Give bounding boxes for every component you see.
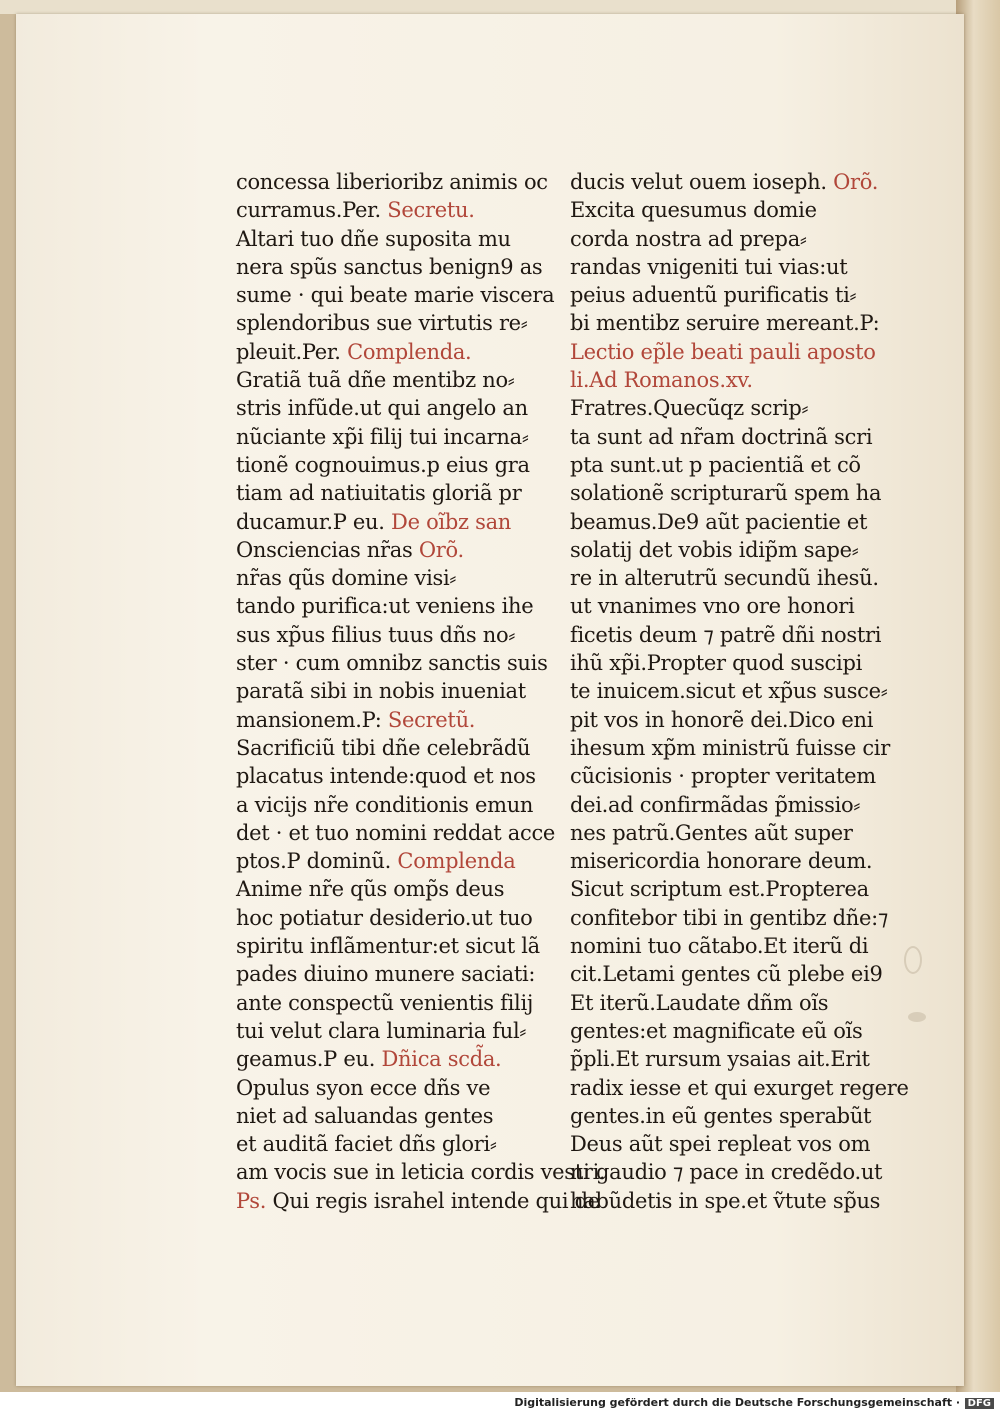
text-line (236, 621, 536, 649)
line-text: re in alterutrũ secundũ ihesũ. (570, 566, 879, 591)
line-text: peius aduentũ purificatis ti⸗ (570, 283, 857, 308)
line-text: a vicijs nr̃e conditionis emun (236, 792, 534, 817)
line-text: nomini tuo cãtabo.Et iterũ di (570, 934, 869, 959)
line-text: ut vnanimes vno ore honori (570, 594, 855, 619)
line-text: Et iterũ.Laudate dñm oĩs (570, 990, 829, 1015)
text-line (570, 536, 870, 564)
line-text: solatij det vobis idip̃m sape⸗ (570, 537, 859, 562)
line-text: mansionem.P: (236, 707, 382, 732)
text-line (570, 1102, 870, 1130)
text-line (570, 508, 870, 536)
text-line (236, 168, 548, 196)
dfg-logo: DFG (965, 1398, 994, 1409)
text-line (236, 394, 536, 422)
text-line (570, 564, 879, 592)
text-line (236, 253, 543, 281)
line-text: ducis velut ouem ioseph. (570, 170, 827, 194)
line-text: ficetis deum ⁊ patrẽ dñi nostri (570, 622, 882, 647)
text-line (570, 932, 870, 960)
line-text: ante conspectũ venientis filij (236, 990, 534, 1015)
line-text: te inuicem.sicut et xp̃us susce⸗ (570, 679, 888, 704)
line-text: tui velut clara luminaria ful⸗ (236, 1018, 527, 1043)
line-text: Deus aũt spei repleat vos om (570, 1132, 871, 1157)
text-line (570, 791, 870, 819)
line-text: spiritu inflãmentur:et sicut lã (236, 934, 540, 959)
stain-mark (904, 946, 922, 974)
line-text: pit vos in honorẽ dei.Dico eni (570, 707, 874, 732)
line-text: sus xp̃us filius tuus dñs no⸗ (236, 622, 516, 647)
text-line (570, 592, 870, 620)
text-line (236, 847, 536, 875)
text-line (570, 338, 876, 366)
line-text: ni gaudio ⁊ pace in credẽdo.ut (570, 1160, 883, 1185)
footer-bar (0, 1392, 1000, 1412)
text-line (236, 1045, 536, 1073)
text-line (570, 366, 870, 394)
line-text: niet ad saluandas gentes (236, 1103, 494, 1128)
text-line (570, 734, 890, 762)
footer-credit: Digitalisierung gefördert durch die Deutsche Forschungsgemeinschaft · (514, 1396, 960, 1409)
text-line (570, 1017, 870, 1045)
line-text: det · et tuo nomini reddat acce (236, 820, 556, 845)
text-line (570, 1130, 870, 1158)
text-line (236, 564, 536, 592)
text-line (236, 791, 536, 819)
line-text: tiam ad natiuitatis gloriã pr (236, 481, 522, 506)
text-line (236, 281, 555, 309)
line-text: hoc potiatur desiderio.ut tuo (236, 905, 533, 930)
text-line (236, 819, 556, 847)
line-text: solationẽ scripturarũ spem ha (570, 481, 882, 506)
line-text: nũciante xp̃i filij tui incarna⸗ (236, 424, 529, 449)
line-text: radix iesse et qui exurget regere (570, 1075, 909, 1100)
text-line (236, 904, 536, 932)
line-text: et auditã faciet dñs glori⸗ (236, 1132, 497, 1157)
text-line (570, 196, 870, 224)
text-line (570, 649, 870, 677)
text-line (236, 1187, 600, 1215)
line-text: concessa liberioribz animis oc (236, 170, 548, 194)
line-text: stris infũde.ut qui angelo an (236, 396, 528, 421)
rubric-text: Orõ. (418, 537, 464, 562)
line-text: Sacrificiũ tibi dñe celebrãdũ (236, 735, 531, 760)
text-line (570, 423, 873, 451)
line-text: Opulus syon ecce dñs ve (236, 1075, 491, 1100)
text-line (570, 989, 870, 1017)
text-line (236, 706, 536, 734)
text-line (570, 309, 880, 337)
line-text: Lectio ep̃le beati pauli aposto (570, 339, 876, 364)
line-text: gentes:et magnificate eũ oĩs (570, 1018, 863, 1043)
text-line (236, 1158, 606, 1186)
text-line (570, 1158, 883, 1186)
rubric-text: Secretũ. (387, 707, 476, 732)
text-line (570, 706, 874, 734)
line-text: am vocis sue in leticia cordis vestri. (236, 1160, 606, 1185)
line-text: nes patrũ.Gentes aũt super (570, 820, 853, 845)
text-line (236, 451, 536, 479)
text-line (236, 762, 536, 790)
text-line (570, 904, 889, 932)
right-text-column (570, 168, 909, 1215)
text-line (236, 960, 536, 988)
line-text: pta sunt.ut p pacientiã et cõ (570, 452, 861, 477)
text-line (236, 423, 536, 451)
text-line (570, 281, 870, 309)
text-line (570, 875, 870, 903)
rubric-text: Dñica scd̃a. (381, 1047, 502, 1072)
line-text: tionẽ cognouimus.p eius gra (236, 452, 530, 477)
text-line (236, 989, 536, 1017)
text-line (570, 225, 870, 253)
line-text: bi mentibz seruire mereant.P: (570, 311, 880, 336)
text-line (236, 225, 536, 253)
text-line (236, 338, 536, 366)
line-text: randas vnigeniti tui vias:ut (570, 254, 848, 279)
line-text: cit.Letami gentes cũ plebe ei9 (570, 962, 883, 987)
line-text: nr̃as qũs domine visi⸗ (236, 566, 457, 591)
left-text-column (236, 168, 606, 1215)
rubric-text: Orõ. (833, 170, 879, 194)
line-text: beamus.De9 aũt pacientie et (570, 509, 868, 534)
text-line (236, 508, 536, 536)
line-text: placatus intende:quod et nos (236, 764, 536, 789)
line-text: geamus.P eu. (236, 1047, 376, 1072)
text-line (570, 1187, 881, 1215)
line-text: nera spũs sanctus benign9 as (236, 254, 543, 279)
text-line (236, 479, 536, 507)
line-text: Sicut scriptum est.Propterea (570, 877, 869, 902)
text-line (570, 677, 888, 705)
text-line (570, 847, 873, 875)
text-line (236, 875, 536, 903)
text-line (236, 1074, 536, 1102)
line-text: p̃pli.Et rursum ysaias ait.Erit (570, 1047, 870, 1072)
text-line (570, 253, 870, 281)
text-line (570, 168, 879, 196)
line-text: pleuit.Per. (236, 339, 341, 364)
line-text: ster · cum omnibz sanctis suis (236, 651, 548, 676)
text-line (570, 621, 882, 649)
text-line (570, 819, 870, 847)
line-text: confitebor tibi in gentibz dñe:⁊ (570, 905, 889, 930)
text-line (570, 1045, 870, 1073)
rubric-text: Complenda. (347, 339, 472, 364)
line-text: splendoribus sue virtutis re⸗ (236, 311, 528, 336)
line-text: ptos.P dominũ. (236, 849, 392, 874)
line-text: cũcisionis · propter veritatem (570, 764, 876, 789)
line-text: curramus.Per. (236, 198, 381, 223)
line-text: Onsciencias nr̃as (236, 537, 413, 562)
text-line (236, 592, 536, 620)
line-text: habũdetis in spe.et ṽtute sp̃us (570, 1188, 881, 1213)
text-line (570, 960, 883, 988)
line-text: dei.ad confirmãdas p̃missio⸗ (570, 792, 861, 817)
rubric-text: De oĩbz san (391, 509, 512, 534)
rubric-text: Complenda (397, 849, 516, 874)
rubric-text: Secretu. (387, 198, 475, 223)
rubric-text: Qui regis israhel intende qui de (272, 1188, 600, 1213)
text-line (236, 1102, 536, 1130)
line-text: li.Ad Romanos.xv. (570, 368, 753, 393)
line-text: Excita quesumus domie (570, 198, 817, 223)
text-line (236, 366, 536, 394)
line-text: sume · qui beate marie viscera (236, 283, 555, 308)
text-line (236, 309, 536, 337)
text-line (236, 196, 536, 224)
text-line (570, 479, 882, 507)
text-line (236, 932, 540, 960)
line-text: ihesum xp̃m ministrũ fuisse cir (570, 735, 890, 760)
line-text: gentes.in eũ gentes sperabũt (570, 1103, 872, 1128)
text-line (570, 451, 870, 479)
line-text: Altari tuo dñe suposita mu (236, 226, 511, 251)
line-text: paratã sibi in nobis inueniat (236, 679, 526, 704)
text-line (236, 536, 536, 564)
page-top-edge (0, 0, 1000, 14)
line-text: tando purifica:ut veniens ihe (236, 594, 534, 619)
line-text: ihũ xp̃i.Propter quod suscipi (570, 651, 862, 676)
line-text: Anime nr̃e qũs omp̃s deus (236, 877, 505, 902)
text-line (570, 394, 870, 422)
line-text: Fratres.Quecũqz scrip⸗ (570, 396, 809, 421)
stain-mark (908, 1012, 926, 1022)
text-line (236, 649, 548, 677)
text-line (570, 762, 876, 790)
line-text: corda nostra ad prepa⸗ (570, 226, 807, 251)
text-line (236, 1130, 536, 1158)
line-text: misericordia honorare deum. (570, 849, 873, 874)
line-text: Gratiã tuã dñe mentibz no⸗ (236, 368, 515, 393)
line-text: Ps. (236, 1188, 267, 1213)
line-text: ducamur.P eu. (236, 509, 385, 534)
line-text: ta sunt ad nr̃am doctrinã scri (570, 424, 873, 449)
text-line (236, 1017, 536, 1045)
text-line (236, 734, 536, 762)
line-text: pades diuino munere saciati: (236, 962, 536, 987)
text-line (236, 677, 536, 705)
text-line (570, 1074, 909, 1102)
